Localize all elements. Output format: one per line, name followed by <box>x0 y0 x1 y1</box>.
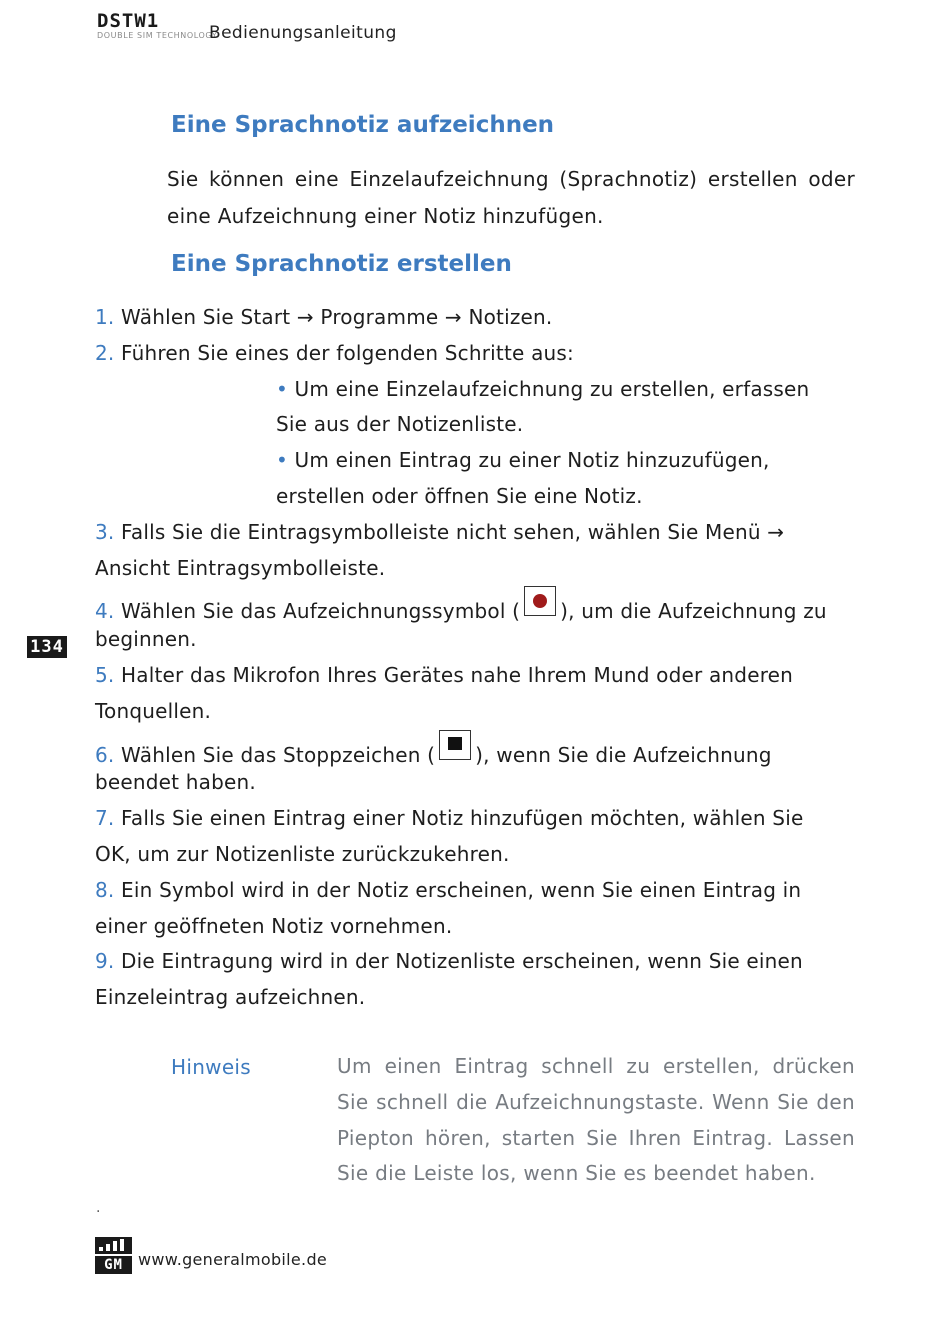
page-header <box>97 12 497 46</box>
step-1 <box>95 300 855 336</box>
brand-logo: DSTW1 <box>97 10 160 32</box>
step-8 <box>95 873 855 909</box>
step-text: Tonquellen. <box>95 698 212 723</box>
gm-logo-text: GM <box>95 1256 132 1274</box>
step-2 <box>95 336 855 372</box>
step-8-cont <box>95 909 855 945</box>
bullet-1-cont <box>95 407 855 443</box>
record-dot-icon <box>533 594 547 608</box>
note-label: Hinweis <box>171 1055 252 1079</box>
steps-list <box>95 300 855 1016</box>
header-title: Bedienungsanleitung <box>209 23 397 43</box>
step-text: ), wenn Sie die Aufzeichnung <box>475 742 772 767</box>
step-text: Falls Sie die Eintragsymbolleiste nicht sehen, wählen Sie Menü → <box>114 519 785 544</box>
bullet-2 <box>95 443 855 479</box>
step-number: 8. <box>95 877 115 902</box>
bullet-icon: • <box>276 376 288 401</box>
bullet-1 <box>95 372 855 408</box>
step-text: Wählen Sie das Aufzeichnungssymbol ( <box>114 599 521 624</box>
step-6 <box>95 730 855 766</box>
bullet-text: Um eine Einzelaufzeichnung zu erstellen, erfassen <box>288 376 810 401</box>
bullet-icon: • <box>276 448 288 473</box>
step-number: 3. <box>95 519 115 544</box>
stop-icon <box>439 730 471 760</box>
footer-url: www.generalmobile.de <box>138 1250 328 1269</box>
page-number-badge: 134 <box>27 636 67 658</box>
step-text: OK, um zur Notizenliste zurückzukehren. <box>95 841 510 866</box>
step-text: Ansicht Eintragsymbolleiste. <box>95 555 386 580</box>
step-text: Die Eintragung wird in der Notizenliste erscheinen, wenn Sie einen <box>114 949 803 974</box>
record-icon <box>524 586 556 616</box>
step-text: Führen Sie eines der folgenden Schritte aus: <box>114 340 574 365</box>
step-text: beginnen. <box>95 627 197 652</box>
note-text: Um einen Eintrag schnell zu erstellen, drücken Sie schnell die Aufzeichnungstaste. Wenn Sie den Piepton hören, starten Sie Ihren Eintrag. Lassen Sie die Leiste los, wenn Sie es beendet haben. <box>337 1054 855 1186</box>
stray-dot: . <box>96 1200 101 1216</box>
step-number: 4. <box>95 599 115 624</box>
brand-tagline: DOUBLE SIM TECHNOLOGY <box>97 31 218 40</box>
step-text: Ein Symbol wird in der Notiz erscheinen, wenn Sie einen Eintrag in <box>114 877 802 902</box>
bullet-text: Sie aus der Notizenliste. <box>276 412 524 437</box>
step-number: 7. <box>95 806 115 831</box>
bullet-text: Um einen Eintrag zu einer Notiz hinzuzufügen, <box>288 448 770 473</box>
section-heading-record: Eine Sprachnotiz aufzeichnen <box>171 112 555 138</box>
step-6-cont <box>95 765 855 801</box>
step-text: ), um die Aufzeichnung zu <box>560 599 827 624</box>
step-number: 5. <box>95 662 115 687</box>
step-text: Wählen Sie Start → Programme → Notizen. <box>114 305 553 329</box>
gm-logo <box>95 1237 132 1274</box>
step-text: Wählen Sie das Stoppzeichen ( <box>114 742 436 767</box>
step-number: 9. <box>95 949 115 974</box>
step-number: 1. <box>95 305 115 329</box>
step-number: 2. <box>95 340 115 365</box>
stop-square-icon <box>448 737 462 750</box>
section-heading-create: Eine Sprachnotiz erstellen <box>171 251 512 277</box>
step-7-cont <box>95 837 855 873</box>
step-text: einer geöffneten Notiz vornehmen. <box>95 913 453 938</box>
step-text: Halter das Mikrofon Ihres Gerätes nahe Ihrem Mund oder anderen <box>114 662 794 687</box>
step-3 <box>95 515 855 551</box>
step-number: 6. <box>95 742 115 767</box>
step-text: Einzeleintrag aufzeichnen. <box>95 985 366 1010</box>
intro-paragraph: Sie können eine Einzelaufzeichnung (Sprachnotiz) erstellen oder eine Aufzeichnung einer Notiz hinzufügen. <box>167 167 855 228</box>
step-text: beendet haben. <box>95 770 256 795</box>
bullet-2-cont <box>95 479 855 515</box>
step-9 <box>95 944 855 980</box>
step-9-cont <box>95 980 855 1016</box>
step-4 <box>95 586 855 622</box>
signal-bars-icon <box>95 1237 132 1254</box>
step-5-cont <box>95 694 855 730</box>
step-5 <box>95 658 855 694</box>
step-4-cont <box>95 622 855 658</box>
step-3-cont <box>95 551 855 587</box>
step-text: Falls Sie einen Eintrag einer Notiz hinzufügen möchten, wählen Sie <box>114 806 804 831</box>
step-7 <box>95 801 855 837</box>
bullet-text: erstellen oder öffnen Sie eine Notiz. <box>276 483 643 508</box>
